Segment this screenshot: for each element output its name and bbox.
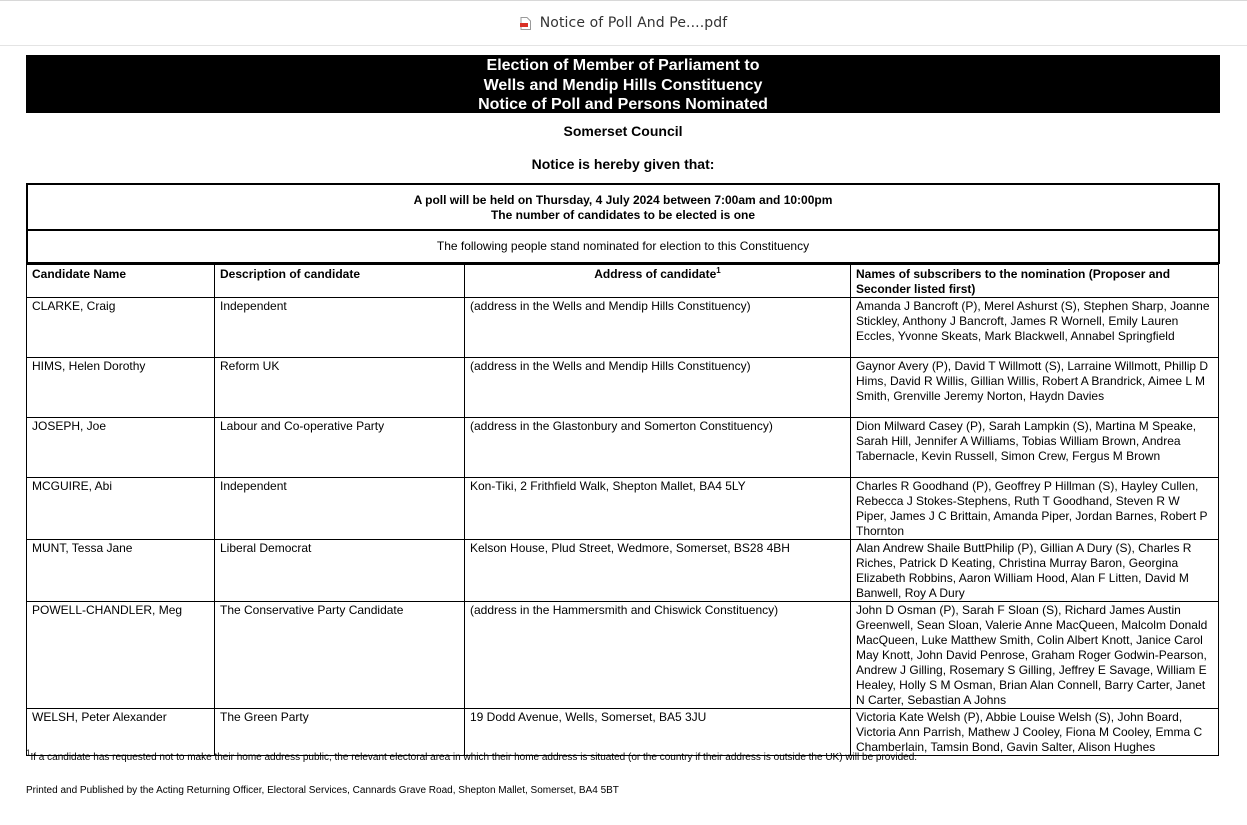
poll-info-box [26, 183, 1220, 231]
candidate-subscribers: Dion Milward Casey (P), Sarah Lampkin (S), Martina M Speake, Sarah Hill, Jennifer A Williams, Tobias William Brown, Andrea Tabernacle, Kevin Russell, Simon Crew, Fergus M Brown [851, 418, 1219, 478]
candidate-name: MCGUIRE, Abi [27, 478, 215, 540]
table-row [27, 602, 1219, 709]
file-name: Notice of Poll And Pe....pdf [539, 15, 728, 31]
candidate-subscribers: Gaynor Avery (P), David T Willmott (S), Larraine Willmott, Phillip D Hims, David R Willis, Gillian Willis, Robert A Brandrick, Aimee L M Smith, Grenville Jeremy Norton, Haydn Davies [851, 358, 1219, 418]
candidate-description: Independent [215, 298, 465, 358]
candidates-count-line: The number of candidates to be elected is one [490, 208, 756, 222]
table-row [27, 478, 1219, 540]
candidate-name: CLARKE, Craig [27, 298, 215, 358]
banner-line-3: Notice of Poll and Persons Nominated [478, 96, 768, 113]
nominated-text: The following people stand nominated for election to this Constituency [436, 239, 810, 253]
candidate-name: MUNT, Tessa Jane [27, 540, 215, 602]
nominated-statement [26, 231, 1220, 264]
header-candidate-name: Candidate Name [27, 265, 215, 298]
candidate-address: (address in the Hammersmith and Chiswick Constituency) [465, 602, 851, 709]
table-row [27, 418, 1219, 478]
table-row [27, 540, 1219, 602]
candidate-subscribers: Alan Andrew Shaile ButtPhilip (P), Gillian A Dury (S), Charles R Riches, Patrick D Keating, Christina Murray Baron, Georgina Elizabeth Robbins, Aaron William Hood, Alan F Litten, David M Banwell, Roy A Dury [851, 540, 1219, 602]
banner-line-2: Wells and Mendip Hills Constituency [483, 76, 763, 94]
footnote-number: 1 [26, 748, 31, 758]
table-row [27, 709, 1219, 756]
candidate-description: Independent [215, 478, 465, 540]
candidates-table [26, 264, 1219, 756]
notice-document [26, 55, 1220, 756]
council-name: Somerset Council [563, 123, 683, 139]
candidate-address: (address in the Wells and Mendip Hills Constituency) [465, 358, 851, 418]
table-header-row [27, 265, 1219, 298]
candidate-description: The Green Party [215, 709, 465, 756]
candidate-subscribers: John D Osman (P), Sarah F Sloan (S), Richard James Austin Greenwell, Sean Sloan, Valerie Anne MacQueen, Malcolm Donald MacQueen, Luke Matthew Smith, Colin Albert Knott, Janice Carol May Knott, John David Penrose, Graham Roger Godwin-Pearson, Andrew J Gilling, Rosemary S Gilling, Jeffrey E Savage, William E Healey, Holly S M Osman, Brian Alan Connell, Barry Carter, Janet N Carter, Sebastian A Johns [851, 602, 1219, 709]
candidate-address: 19 Dodd Avenue, Wells, Somerset, BA5 3JU [465, 709, 851, 756]
title-banner [26, 55, 1220, 113]
footnote-marker: 1 [716, 266, 721, 275]
candidate-name: POWELL-CHANDLER, Meg [27, 602, 215, 709]
header-address: Address of candidate$^1$ [465, 265, 851, 298]
banner-line-1: Election of Member of Parliament to [486, 57, 760, 74]
candidate-subscribers: Charles R Goodhand (P), Geoffrey P Hillman (S), Hayley Cullen, Rebecca J Stokes-Stephens, Ruth T Goodhand, Steven R W Piper, James J C Brittain, Amanda Piper, Jordan Barnes, Robert P Thornton [851, 478, 1219, 540]
candidate-description: Labour and Co-operative Party [215, 418, 465, 478]
poll-date-line: A poll will be held on Thursday, 4 July 2024 between 7:00am and 10:00pm [413, 193, 833, 207]
notice-heading: Notice is hereby given that: [531, 156, 715, 172]
candidate-subscribers: Amanda J Bancroft (P), Merel Ashurst (S), Stephen Sharp, Joanne Stickley, Anthony J Bancroft, James R Wornell, Emily Lauren Eccles, Yvonne Skeats, Mark Blackwell, Annabel Springfield [851, 298, 1219, 358]
candidate-address: (address in the Glastonbury and Somerton Constituency) [465, 418, 851, 478]
candidate-name: WELSH, Peter Alexander [27, 709, 215, 756]
candidate-description: The Conservative Party Candidate [215, 602, 465, 709]
footnote [26, 748, 918, 763]
header-description: Description of candidate [215, 265, 465, 298]
pdf-file-icon [520, 17, 531, 30]
imprint-text: Printed and Published by the Acting Returning Officer, Electoral Services, Cannards Grave Road, Shepton Mallet, Somerset, BA4 5BT [26, 785, 619, 796]
candidate-address: (address in the Wells and Mendip Hills Constituency) [465, 298, 851, 358]
candidate-name: JOSEPH, Joe [27, 418, 215, 478]
candidate-description: Reform UK [215, 358, 465, 418]
candidate-name: HIMS, Helen Dorothy [27, 358, 215, 418]
pdf-viewer-title-bar [0, 0, 1247, 46]
footnote-text: If a candidate has requested not to make their home address public, the relevant electoral area in which their home address is situated (or the country if their address is outside the UK) will be provided. [30, 752, 918, 763]
header-subscribers: Names of subscribers to the nomination (Proposer and Seconder listed first) [851, 265, 1219, 298]
candidate-subscribers: Victoria Kate Welsh (P), Abbie Louise Welsh (S), John Board, Victoria Ann Parrish, Mathew J Cooley, Fiona M Cooley, Emma C Chamberlain, Tamsin Bond, Gavin Salter, Alison Hughes [851, 709, 1219, 756]
candidate-address: Kon-Tiki, 2 Frithfield Walk, Shepton Mallet, BA4 5LY [465, 478, 851, 540]
table-row [27, 358, 1219, 418]
table-row [27, 298, 1219, 358]
candidate-description: Liberal Democrat [215, 540, 465, 602]
candidate-address: Kelson House, Plud Street, Wedmore, Somerset, BS28 4BH [465, 540, 851, 602]
